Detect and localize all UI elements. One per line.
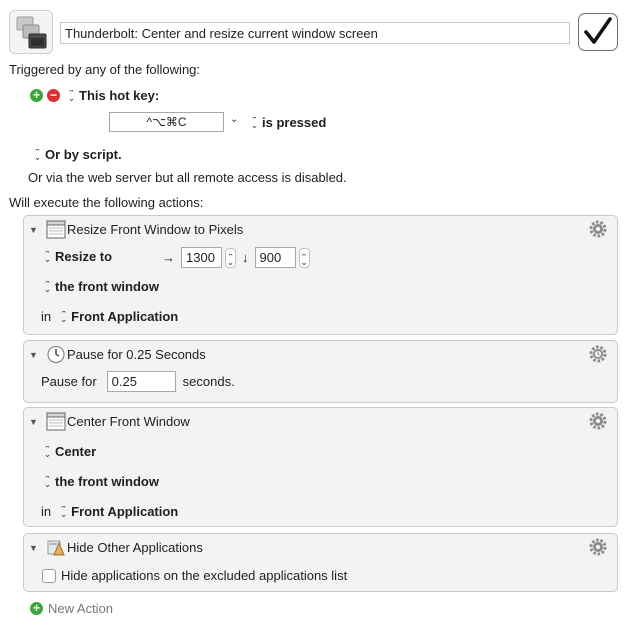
clock-icon	[46, 345, 66, 364]
app-target-label[interactable]: Front Application	[71, 504, 179, 519]
window-icon	[46, 412, 66, 431]
app-target-updown-icon[interactable]	[59, 506, 68, 517]
window-stack-icon	[10, 11, 54, 55]
window-target-updown-icon	[43, 281, 52, 292]
hotkey-trigger-label[interactable]: This hot key:	[79, 88, 160, 103]
center-mode-popup[interactable]	[43, 444, 96, 459]
hotkey-field[interactable]: ^⌥⌘C	[109, 112, 224, 132]
in-label: in	[41, 504, 52, 519]
new-action-button[interactable]	[30, 601, 113, 616]
excluded-apps-label[interactable]: Hide applications on the excluded applications list	[61, 568, 348, 583]
app-target-label[interactable]: Front Application	[71, 309, 179, 324]
center-mode-updown-icon	[43, 446, 52, 457]
hotkey-mode-popup[interactable]	[250, 115, 326, 130]
hotkey-trigger-row	[30, 88, 159, 103]
resize-size-fields	[162, 247, 310, 268]
width-stepper[interactable]	[225, 248, 236, 268]
window-target-popup[interactable]	[43, 474, 159, 489]
action-hide-other-apps[interactable]	[23, 533, 618, 592]
action-title[interactable]: Resize Front Window to Pixels	[67, 222, 244, 237]
web-server-note: Or via the web server but all remote access is disabled.	[28, 170, 347, 185]
add-action-icon: +	[30, 602, 43, 615]
window-target-label: the front window	[55, 474, 159, 489]
app-target-row	[41, 309, 178, 324]
resize-mode-label: Resize to	[55, 249, 113, 264]
gear-icon[interactable]	[588, 537, 608, 557]
timer-gear-icon[interactable]	[588, 344, 608, 364]
script-trigger-updown-icon	[33, 149, 42, 160]
hotkey-mode-label: is pressed	[262, 115, 327, 130]
gear-icon[interactable]	[588, 219, 608, 239]
center-mode-label: Center	[55, 444, 97, 459]
action-center-window[interactable]	[23, 407, 618, 527]
width-field[interactable]: 1300	[181, 247, 222, 268]
action-title[interactable]: Center Front Window	[67, 414, 190, 429]
action-resize-window[interactable]	[23, 215, 618, 335]
app-target-row	[41, 504, 178, 519]
script-trigger-label: Or by script.	[45, 147, 122, 162]
triggers-heading: Triggered by any of the following:	[9, 62, 201, 77]
resize-mode-updown-icon	[43, 251, 52, 262]
checkmark-icon	[579, 14, 617, 50]
gear-icon[interactable]	[588, 411, 608, 431]
disclosure-triangle-icon[interactable]: ▼	[29, 350, 38, 360]
pause-row	[41, 371, 235, 392]
resize-mode-popup[interactable]	[43, 249, 112, 264]
action-title[interactable]: Hide Other Applications	[67, 540, 203, 555]
hotkey-mode-updown-icon	[250, 117, 259, 128]
new-action-label: New Action	[48, 601, 114, 616]
pause-label: Pause for	[41, 374, 97, 389]
action-title[interactable]: Pause for 0.25 Seconds	[67, 347, 206, 362]
height-arrow-icon: ↓	[242, 250, 249, 265]
window-target-label: the front window	[55, 279, 159, 294]
window-target-updown-icon	[43, 476, 52, 487]
height-field[interactable]: 900	[255, 247, 296, 268]
window-target-popup[interactable]	[43, 279, 159, 294]
script-trigger-popup[interactable]	[33, 147, 122, 162]
hotkey-dropdown-chevron-icon[interactable]: ⌄	[230, 114, 239, 125]
excluded-apps-checkbox[interactable]	[42, 569, 56, 583]
width-arrow-icon: →	[162, 250, 175, 265]
trigger-type-popup-icon[interactable]	[67, 90, 76, 101]
pause-seconds-field[interactable]: 0.25	[107, 371, 176, 392]
macro-icon[interactable]	[9, 10, 53, 54]
disclosure-triangle-icon[interactable]: ▼	[29, 543, 38, 553]
height-stepper[interactable]	[299, 248, 310, 268]
macro-name-field[interactable]: Thunderbolt: Center and resize current window screen	[60, 22, 570, 44]
window-icon	[46, 220, 66, 239]
disclosure-triangle-icon[interactable]: ▼	[29, 417, 38, 427]
hide-apps-icon	[46, 538, 66, 557]
macro-enabled-checkbox[interactable]	[578, 13, 618, 51]
disclosure-triangle-icon[interactable]: ▼	[29, 225, 38, 235]
actions-heading: Will execute the following actions:	[9, 195, 204, 210]
pause-unit-label: seconds.	[182, 374, 235, 389]
add-trigger-icon[interactable]: +	[30, 89, 43, 102]
excluded-apps-option	[42, 568, 347, 583]
remove-trigger-icon[interactable]: −	[47, 89, 60, 102]
in-label: in	[41, 309, 52, 324]
action-pause[interactable]	[23, 340, 618, 403]
app-target-updown-icon[interactable]	[59, 311, 68, 322]
